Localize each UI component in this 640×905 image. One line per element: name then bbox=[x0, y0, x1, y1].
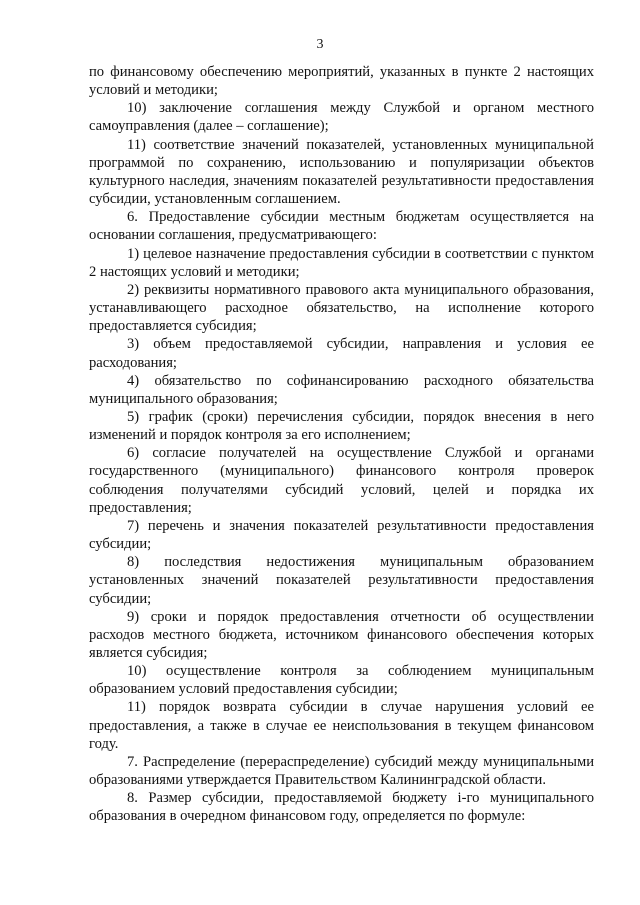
paragraph: 5) график (сроки) перечисления субсидии, порядок внесения в него изменений и порядок контроля за его исполнением; bbox=[89, 408, 594, 444]
paragraph: 8. Размер субсидии, предоставляемой бюджету i-го муниципального образования в очередном финансовом году, определяется по формуле: bbox=[89, 790, 594, 825]
paragraph: 1) целевое назначение предоставления субсидии в соответствии с пунктом 2 настоящих условий и методики; bbox=[89, 245, 594, 280]
paragraph: 10) осуществление контроля за соблюдением муниципальным образованием условий предоставления субсидии; bbox=[89, 663, 594, 698]
paragraph: 11) порядок возврата субсидии в случае нарушения условий ее предоставления, а также в случае ее неиспользования в текущем финансовом году. bbox=[89, 699, 594, 752]
paragraph: 4) обязательство по софинансированию расходного обязательства муниципального образования; bbox=[89, 372, 594, 407]
paragraph: 10) заключение соглашения между Службой и органом местного самоуправления (далее – соглашение); bbox=[89, 100, 594, 135]
paragraph: 6. Предоставление субсидии местным бюджетам осуществляется на основании соглашения, предусматривающего: bbox=[89, 209, 594, 244]
page-number: 3 bbox=[316, 37, 324, 52]
paragraph: 11) соответствие значений показателей, установленных муниципальной программой по сохранению, использованию и популяризации объектов культурного наследия, значениям показателей результативности предоставления субсидии, установленным соглашением. bbox=[89, 136, 594, 208]
paragraph: 8) последствия недостижения муниципальным образованием установленных значений показателей результативности предоставления субсидии; bbox=[89, 554, 594, 607]
paragraph: по финансовому обеспечению мероприятий, указанных в пункте 2 настоящих условий и методики; bbox=[89, 64, 594, 99]
paragraph: 3) объем предоставляемой субсидии, направления и условия ее расходования; bbox=[89, 336, 594, 371]
paragraph: 7) перечень и значения показателей результативности предоставления субсидии; bbox=[89, 517, 594, 553]
paragraph: 7. Распределение (перераспределение) субсидий между муниципальными образованиями утверждается Правительством Калининградской области. bbox=[89, 753, 594, 789]
document-body bbox=[89, 63, 594, 826]
paragraph: 2) реквизиты нормативного правового акта муниципального образования, устанавливающего расходное обязательство, на исполнение которого предоставляется субсидия; bbox=[89, 281, 594, 335]
paragraph: 9) сроки и порядок предоставления отчетности об осуществлении расходов местного бюджета, источником финансового обеспечения которых является субсидия; bbox=[89, 608, 594, 661]
paragraph: 6) согласие получателей на осуществление Службой и органами государственного (муниципального) финансового контроля проверок соблюдения получателями субсидий условий, целей и порядка их предоставления; bbox=[89, 445, 594, 516]
